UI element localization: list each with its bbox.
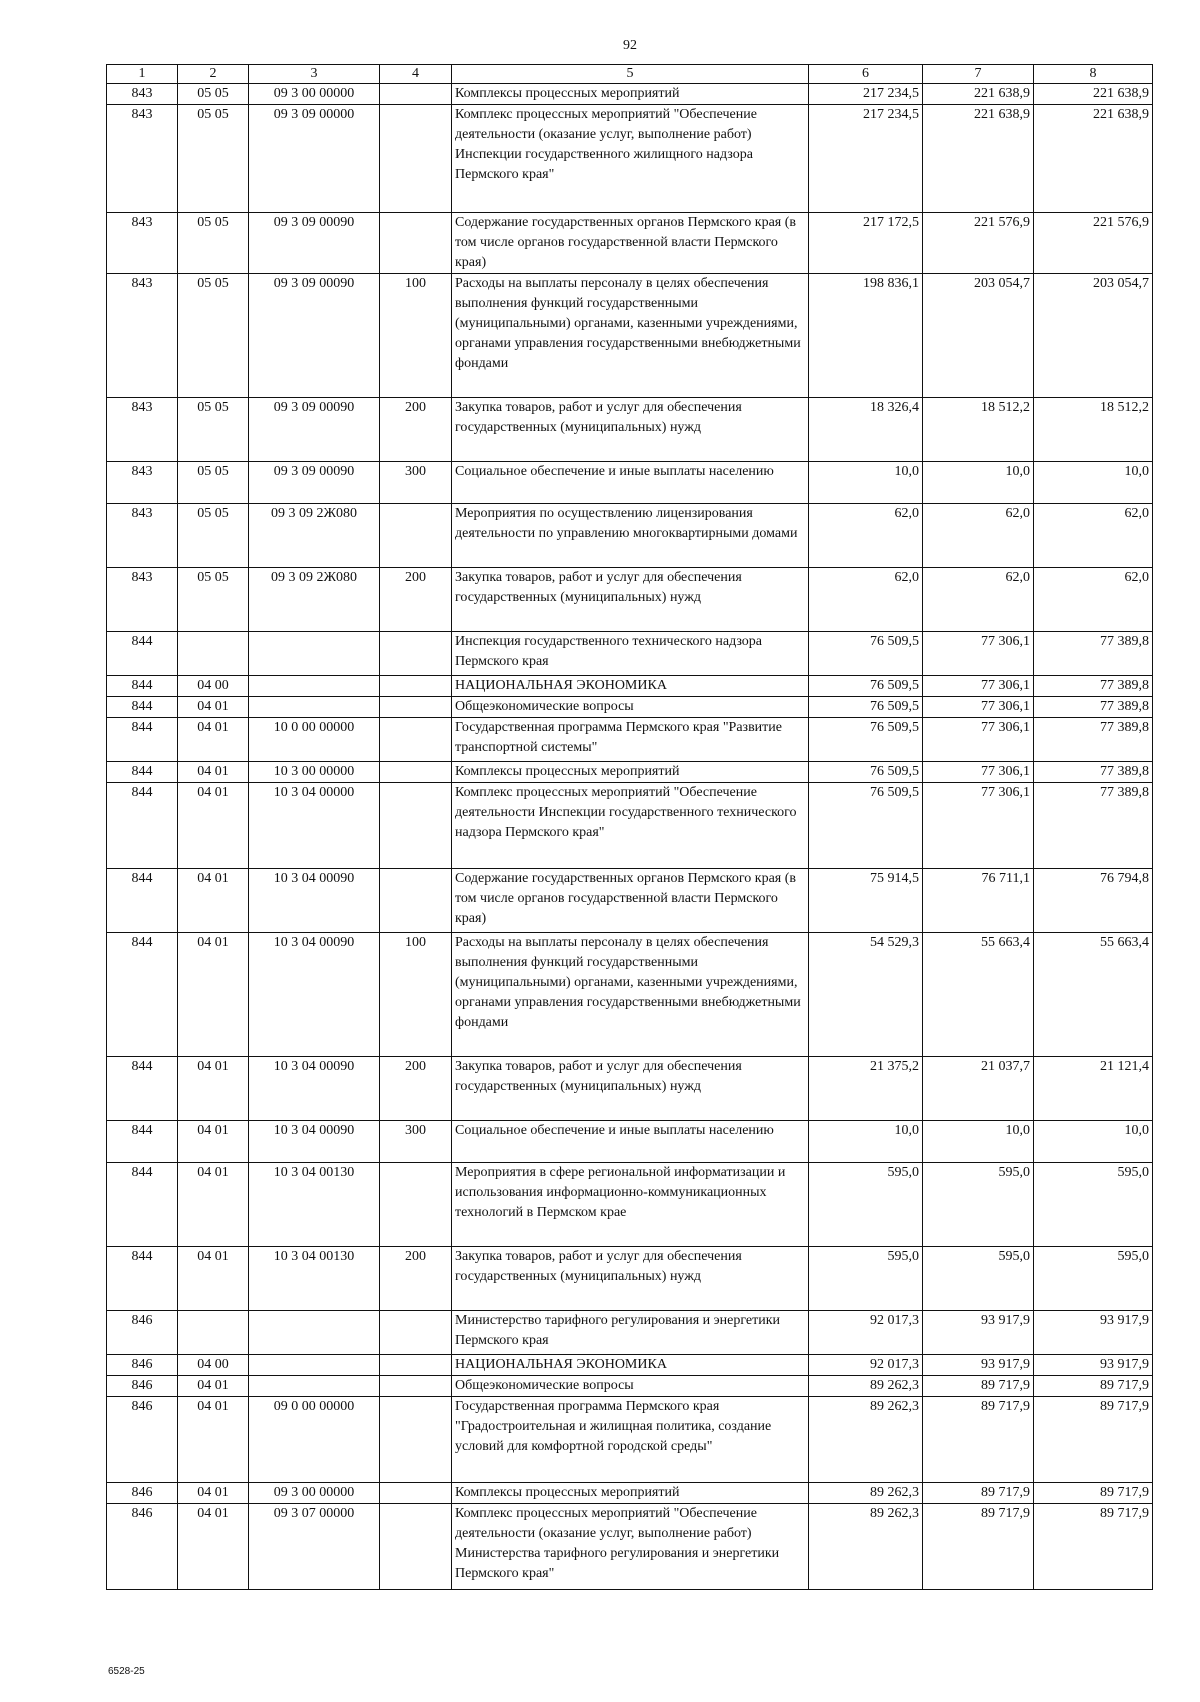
cell-expense-type bbox=[380, 504, 452, 568]
cell-amount-7: 77 306,1 bbox=[923, 762, 1034, 783]
cell-amount-7: 77 306,1 bbox=[923, 783, 1034, 869]
cell-target-article: 10 3 04 00090 bbox=[249, 933, 380, 1057]
cell-amount-8: 203 054,7 bbox=[1034, 274, 1153, 398]
cell-grbs: 844 bbox=[107, 869, 178, 933]
cell-amount-7: 595,0 bbox=[923, 1163, 1034, 1247]
cell-target-article: 10 3 04 00130 bbox=[249, 1247, 380, 1311]
cell-grbs: 843 bbox=[107, 105, 178, 213]
cell-amount-7: 93 917,9 bbox=[923, 1355, 1034, 1376]
table-body bbox=[107, 84, 1153, 1590]
cell-amount-7: 55 663,4 bbox=[923, 933, 1034, 1057]
cell-expense-type: 100 bbox=[380, 274, 452, 398]
cell-amount-6: 89 262,3 bbox=[809, 1483, 923, 1504]
cell-amount-7: 76 711,1 bbox=[923, 869, 1034, 933]
cell-amount-7: 221 638,9 bbox=[923, 105, 1034, 213]
table-row bbox=[107, 762, 1153, 783]
table-row bbox=[107, 697, 1153, 718]
cell-amount-8: 89 717,9 bbox=[1034, 1504, 1153, 1590]
cell-expense-type: 200 bbox=[380, 1247, 452, 1311]
cell-target-article: 09 3 00 00000 bbox=[249, 84, 380, 105]
table-row bbox=[107, 1121, 1153, 1163]
cell-grbs: 844 bbox=[107, 1057, 178, 1121]
cell-grbs: 843 bbox=[107, 462, 178, 504]
cell-amount-7: 89 717,9 bbox=[923, 1504, 1034, 1590]
cell-name: НАЦИОНАЛЬНАЯ ЭКОНОМИКА bbox=[452, 1355, 809, 1376]
cell-grbs: 844 bbox=[107, 718, 178, 762]
cell-expense-type bbox=[380, 718, 452, 762]
column-header: 7 bbox=[923, 65, 1034, 84]
cell-amount-8: 595,0 bbox=[1034, 1163, 1153, 1247]
cell-target-article: 10 3 04 00090 bbox=[249, 1057, 380, 1121]
table-row bbox=[107, 1163, 1153, 1247]
cell-amount-7: 77 306,1 bbox=[923, 697, 1034, 718]
cell-section: 05 05 bbox=[178, 274, 249, 398]
cell-grbs: 844 bbox=[107, 1163, 178, 1247]
cell-name: Министерство тарифного регулирования и энергетики Пермского края bbox=[452, 1311, 809, 1355]
cell-amount-6: 76 509,5 bbox=[809, 762, 923, 783]
cell-grbs: 846 bbox=[107, 1376, 178, 1397]
cell-expense-type bbox=[380, 1163, 452, 1247]
cell-amount-7: 221 576,9 bbox=[923, 213, 1034, 274]
table-row bbox=[107, 676, 1153, 697]
cell-expense-type: 300 bbox=[380, 462, 452, 504]
cell-amount-7: 10,0 bbox=[923, 462, 1034, 504]
cell-amount-6: 595,0 bbox=[809, 1247, 923, 1311]
cell-target-article: 09 3 00 00000 bbox=[249, 1483, 380, 1504]
cell-name: Комплексы процессных мероприятий bbox=[452, 84, 809, 105]
cell-target-article: 09 0 00 00000 bbox=[249, 1397, 380, 1483]
cell-amount-6: 75 914,5 bbox=[809, 869, 923, 933]
column-header-row bbox=[107, 65, 1153, 84]
cell-name: Расходы на выплаты персоналу в целях обеспечения выполнения функций государственными (муниципальными) органами, казенными учреждениями, органами управления государственными внебюджетными фондами bbox=[452, 274, 809, 398]
cell-grbs: 843 bbox=[107, 84, 178, 105]
cell-amount-6: 217 172,5 bbox=[809, 213, 923, 274]
cell-amount-8: 18 512,2 bbox=[1034, 398, 1153, 462]
cell-amount-7: 89 717,9 bbox=[923, 1483, 1034, 1504]
cell-expense-type bbox=[380, 1483, 452, 1504]
cell-name: Социальное обеспечение и иные выплаты населению bbox=[452, 1121, 809, 1163]
page-number: 92 bbox=[623, 38, 637, 53]
cell-expense-type bbox=[380, 1311, 452, 1355]
cell-section: 04 01 bbox=[178, 783, 249, 869]
cell-amount-8: 89 717,9 bbox=[1034, 1483, 1153, 1504]
cell-name: Социальное обеспечение и иные выплаты населению bbox=[452, 462, 809, 504]
table-row bbox=[107, 1483, 1153, 1504]
table-row bbox=[107, 869, 1153, 933]
cell-amount-7: 221 638,9 bbox=[923, 84, 1034, 105]
cell-amount-6: 198 836,1 bbox=[809, 274, 923, 398]
cell-amount-8: 595,0 bbox=[1034, 1247, 1153, 1311]
cell-target-article bbox=[249, 697, 380, 718]
cell-amount-6: 217 234,5 bbox=[809, 84, 923, 105]
cell-section: 04 01 bbox=[178, 1483, 249, 1504]
cell-target-article: 09 3 09 00090 bbox=[249, 398, 380, 462]
table-row bbox=[107, 504, 1153, 568]
cell-grbs: 844 bbox=[107, 1247, 178, 1311]
cell-amount-7: 18 512,2 bbox=[923, 398, 1034, 462]
cell-amount-8: 62,0 bbox=[1034, 504, 1153, 568]
cell-amount-8: 77 389,8 bbox=[1034, 676, 1153, 697]
cell-name: Мероприятия в сфере региональной информатизации и использования информационно-коммуникационных технологий в Пермском крае bbox=[452, 1163, 809, 1247]
cell-amount-6: 89 262,3 bbox=[809, 1376, 923, 1397]
table-row bbox=[107, 462, 1153, 504]
cell-target-article: 10 3 04 00000 bbox=[249, 783, 380, 869]
cell-section: 04 01 bbox=[178, 1057, 249, 1121]
cell-amount-8: 221 638,9 bbox=[1034, 84, 1153, 105]
cell-amount-8: 77 389,8 bbox=[1034, 697, 1153, 718]
cell-amount-7: 595,0 bbox=[923, 1247, 1034, 1311]
cell-amount-7: 89 717,9 bbox=[923, 1397, 1034, 1483]
cell-name: Общеэкономические вопросы bbox=[452, 697, 809, 718]
document-code: 6528-25 bbox=[108, 1666, 145, 1677]
cell-amount-6: 76 509,5 bbox=[809, 697, 923, 718]
cell-target-article: 10 0 00 00000 bbox=[249, 718, 380, 762]
cell-grbs: 843 bbox=[107, 213, 178, 274]
cell-amount-7: 77 306,1 bbox=[923, 676, 1034, 697]
cell-expense-type: 100 bbox=[380, 933, 452, 1057]
cell-grbs: 846 bbox=[107, 1355, 178, 1376]
cell-amount-6: 62,0 bbox=[809, 568, 923, 632]
cell-name: Государственная программа Пермского края "Градостроительная и жилищная политика, создание условий для комфортной городской среды" bbox=[452, 1397, 809, 1483]
cell-section: 04 01 bbox=[178, 718, 249, 762]
table-row bbox=[107, 1397, 1153, 1483]
cell-amount-8: 76 794,8 bbox=[1034, 869, 1153, 933]
cell-amount-6: 18 326,4 bbox=[809, 398, 923, 462]
column-header: 1 bbox=[107, 65, 178, 84]
cell-target-article: 09 3 09 00090 bbox=[249, 213, 380, 274]
column-header: 3 bbox=[249, 65, 380, 84]
cell-amount-8: 10,0 bbox=[1034, 1121, 1153, 1163]
cell-target-article: 09 3 09 2Ж080 bbox=[249, 504, 380, 568]
cell-expense-type: 200 bbox=[380, 398, 452, 462]
table-row bbox=[107, 1057, 1153, 1121]
cell-target-article bbox=[249, 1376, 380, 1397]
cell-target-article: 09 3 09 00000 bbox=[249, 105, 380, 213]
cell-expense-type bbox=[380, 783, 452, 869]
cell-section: 05 05 bbox=[178, 398, 249, 462]
table-row bbox=[107, 105, 1153, 213]
cell-target-article: 09 3 07 00000 bbox=[249, 1504, 380, 1590]
cell-amount-7: 89 717,9 bbox=[923, 1376, 1034, 1397]
cell-amount-6: 10,0 bbox=[809, 1121, 923, 1163]
table-row bbox=[107, 1355, 1153, 1376]
cell-amount-6: 76 509,5 bbox=[809, 783, 923, 869]
cell-expense-type bbox=[380, 632, 452, 676]
cell-amount-6: 92 017,3 bbox=[809, 1311, 923, 1355]
cell-amount-8: 21 121,4 bbox=[1034, 1057, 1153, 1121]
cell-amount-6: 76 509,5 bbox=[809, 718, 923, 762]
cell-grbs: 843 bbox=[107, 568, 178, 632]
cell-section: 05 05 bbox=[178, 213, 249, 274]
cell-target-article bbox=[249, 676, 380, 697]
cell-amount-8: 221 576,9 bbox=[1034, 213, 1153, 274]
budget-table bbox=[106, 64, 1153, 1590]
cell-expense-type bbox=[380, 1355, 452, 1376]
cell-amount-8: 77 389,8 bbox=[1034, 783, 1153, 869]
table-row bbox=[107, 1247, 1153, 1311]
cell-name: Мероприятия по осуществлению лицензирования деятельности по управлению многоквартирными домами bbox=[452, 504, 809, 568]
cell-target-article: 10 3 04 00090 bbox=[249, 1121, 380, 1163]
cell-grbs: 844 bbox=[107, 933, 178, 1057]
cell-section: 04 01 bbox=[178, 1121, 249, 1163]
column-header: 5 bbox=[452, 65, 809, 84]
cell-name: НАЦИОНАЛЬНАЯ ЭКОНОМИКА bbox=[452, 676, 809, 697]
cell-expense-type: 200 bbox=[380, 1057, 452, 1121]
cell-name: Комплекс процессных мероприятий "Обеспечение деятельности Инспекции государственного технического надзора Пермского края" bbox=[452, 783, 809, 869]
cell-amount-7: 203 054,7 bbox=[923, 274, 1034, 398]
cell-amount-6: 62,0 bbox=[809, 504, 923, 568]
cell-amount-6: 21 375,2 bbox=[809, 1057, 923, 1121]
cell-amount-6: 76 509,5 bbox=[809, 676, 923, 697]
table-row bbox=[107, 84, 1153, 105]
cell-section: 05 05 bbox=[178, 504, 249, 568]
cell-amount-6: 54 529,3 bbox=[809, 933, 923, 1057]
cell-grbs: 846 bbox=[107, 1397, 178, 1483]
cell-name: Расходы на выплаты персоналу в целях обеспечения выполнения функций государственными (муниципальными) органами, казенными учреждениями, органами управления государственными внебюджетными фондами bbox=[452, 933, 809, 1057]
cell-name: Общеэкономические вопросы bbox=[452, 1376, 809, 1397]
cell-name: Закупка товаров, работ и услуг для обеспечения государственных (муниципальных) нужд bbox=[452, 568, 809, 632]
cell-section: 04 01 bbox=[178, 1163, 249, 1247]
cell-amount-8: 77 389,8 bbox=[1034, 762, 1153, 783]
cell-expense-type bbox=[380, 762, 452, 783]
table-row bbox=[107, 933, 1153, 1057]
cell-section: 04 01 bbox=[178, 1504, 249, 1590]
cell-amount-8: 221 638,9 bbox=[1034, 105, 1153, 213]
cell-amount-7: 21 037,7 bbox=[923, 1057, 1034, 1121]
cell-grbs: 846 bbox=[107, 1311, 178, 1355]
cell-expense-type bbox=[380, 1376, 452, 1397]
cell-name: Комплекс процессных мероприятий "Обеспечение деятельности (оказание услуг, выполнение работ) Инспекции государственного жилищного надзора Пермского края" bbox=[452, 105, 809, 213]
cell-expense-type bbox=[380, 1397, 452, 1483]
cell-section: 04 00 bbox=[178, 1355, 249, 1376]
cell-name: Государственная программа Пермского края "Развитие транспортной системы" bbox=[452, 718, 809, 762]
cell-amount-8: 89 717,9 bbox=[1034, 1397, 1153, 1483]
cell-expense-type bbox=[380, 697, 452, 718]
column-header: 2 bbox=[178, 65, 249, 84]
cell-section: 05 05 bbox=[178, 105, 249, 213]
cell-amount-7: 77 306,1 bbox=[923, 718, 1034, 762]
table-row bbox=[107, 718, 1153, 762]
cell-grbs: 844 bbox=[107, 783, 178, 869]
cell-expense-type: 300 bbox=[380, 1121, 452, 1163]
cell-expense-type bbox=[380, 1504, 452, 1590]
table-row bbox=[107, 568, 1153, 632]
cell-amount-6: 92 017,3 bbox=[809, 1355, 923, 1376]
cell-target-article: 09 3 09 00090 bbox=[249, 462, 380, 504]
cell-amount-8: 89 717,9 bbox=[1034, 1376, 1153, 1397]
cell-amount-8: 62,0 bbox=[1034, 568, 1153, 632]
cell-grbs: 844 bbox=[107, 632, 178, 676]
cell-section: 04 01 bbox=[178, 1397, 249, 1483]
cell-name: Содержание государственных органов Пермского края (в том числе органов государственной власти Пермского края) bbox=[452, 213, 809, 274]
cell-grbs: 843 bbox=[107, 398, 178, 462]
cell-target-article bbox=[249, 632, 380, 676]
cell-section: 04 01 bbox=[178, 697, 249, 718]
cell-amount-8: 10,0 bbox=[1034, 462, 1153, 504]
cell-amount-6: 595,0 bbox=[809, 1163, 923, 1247]
column-header: 4 bbox=[380, 65, 452, 84]
cell-grbs: 844 bbox=[107, 697, 178, 718]
table-row bbox=[107, 1311, 1153, 1355]
cell-target-article: 09 3 09 2Ж080 bbox=[249, 568, 380, 632]
cell-amount-6: 10,0 bbox=[809, 462, 923, 504]
cell-section: 04 01 bbox=[178, 933, 249, 1057]
table-row bbox=[107, 213, 1153, 274]
cell-amount-7: 10,0 bbox=[923, 1121, 1034, 1163]
cell-section: 04 00 bbox=[178, 676, 249, 697]
column-header: 6 bbox=[809, 65, 923, 84]
cell-section: 05 05 bbox=[178, 84, 249, 105]
cell-grbs: 843 bbox=[107, 504, 178, 568]
cell-name: Инспекция государственного технического надзора Пермского края bbox=[452, 632, 809, 676]
cell-section: 04 01 bbox=[178, 869, 249, 933]
cell-grbs: 846 bbox=[107, 1483, 178, 1504]
cell-section: 04 01 bbox=[178, 1376, 249, 1397]
cell-name: Закупка товаров, работ и услуг для обеспечения государственных (муниципальных) нужд bbox=[452, 1057, 809, 1121]
table-row bbox=[107, 274, 1153, 398]
cell-expense-type bbox=[380, 869, 452, 933]
cell-amount-6: 217 234,5 bbox=[809, 105, 923, 213]
cell-target-article: 10 3 04 00090 bbox=[249, 869, 380, 933]
cell-section: 05 05 bbox=[178, 568, 249, 632]
cell-grbs: 846 bbox=[107, 1504, 178, 1590]
table-row bbox=[107, 783, 1153, 869]
table-row bbox=[107, 1504, 1153, 1590]
cell-expense-type bbox=[380, 105, 452, 213]
cell-grbs: 844 bbox=[107, 762, 178, 783]
cell-amount-6: 89 262,3 bbox=[809, 1397, 923, 1483]
cell-grbs: 843 bbox=[107, 274, 178, 398]
cell-amount-8: 93 917,9 bbox=[1034, 1311, 1153, 1355]
cell-section: 05 05 bbox=[178, 462, 249, 504]
cell-name: Содержание государственных органов Пермского края (в том числе органов государственной власти Пермского края) bbox=[452, 869, 809, 933]
cell-name: Комплексы процессных мероприятий bbox=[452, 1483, 809, 1504]
cell-name: Комплексы процессных мероприятий bbox=[452, 762, 809, 783]
column-header: 8 bbox=[1034, 65, 1153, 84]
cell-grbs: 844 bbox=[107, 676, 178, 697]
cell-target-article bbox=[249, 1355, 380, 1376]
cell-name: Закупка товаров, работ и услуг для обеспечения государственных (муниципальных) нужд bbox=[452, 1247, 809, 1311]
cell-amount-8: 55 663,4 bbox=[1034, 933, 1153, 1057]
cell-target-article: 09 3 09 00090 bbox=[249, 274, 380, 398]
table-row bbox=[107, 398, 1153, 462]
cell-name: Закупка товаров, работ и услуг для обеспечения государственных (муниципальных) нужд bbox=[452, 398, 809, 462]
cell-amount-7: 77 306,1 bbox=[923, 632, 1034, 676]
cell-expense-type bbox=[380, 84, 452, 105]
table-row bbox=[107, 1376, 1153, 1397]
cell-section bbox=[178, 1311, 249, 1355]
cell-section: 04 01 bbox=[178, 762, 249, 783]
cell-expense-type bbox=[380, 213, 452, 274]
cell-amount-8: 93 917,9 bbox=[1034, 1355, 1153, 1376]
cell-target-article bbox=[249, 1311, 380, 1355]
cell-section: 04 01 bbox=[178, 1247, 249, 1311]
cell-name: Комплекс процессных мероприятий "Обеспечение деятельности (оказание услуг, выполнение работ) Министерства тарифного регулирования и энергетики Пермского края" bbox=[452, 1504, 809, 1590]
cell-section bbox=[178, 632, 249, 676]
cell-target-article: 10 3 04 00130 bbox=[249, 1163, 380, 1247]
cell-expense-type bbox=[380, 676, 452, 697]
cell-amount-7: 62,0 bbox=[923, 568, 1034, 632]
cell-amount-6: 76 509,5 bbox=[809, 632, 923, 676]
cell-amount-7: 93 917,9 bbox=[923, 1311, 1034, 1355]
cell-amount-7: 62,0 bbox=[923, 504, 1034, 568]
cell-grbs: 844 bbox=[107, 1121, 178, 1163]
table-row bbox=[107, 632, 1153, 676]
cell-amount-8: 77 389,8 bbox=[1034, 632, 1153, 676]
cell-expense-type: 200 bbox=[380, 568, 452, 632]
cell-amount-6: 89 262,3 bbox=[809, 1504, 923, 1590]
cell-amount-8: 77 389,8 bbox=[1034, 718, 1153, 762]
cell-target-article: 10 3 00 00000 bbox=[249, 762, 380, 783]
